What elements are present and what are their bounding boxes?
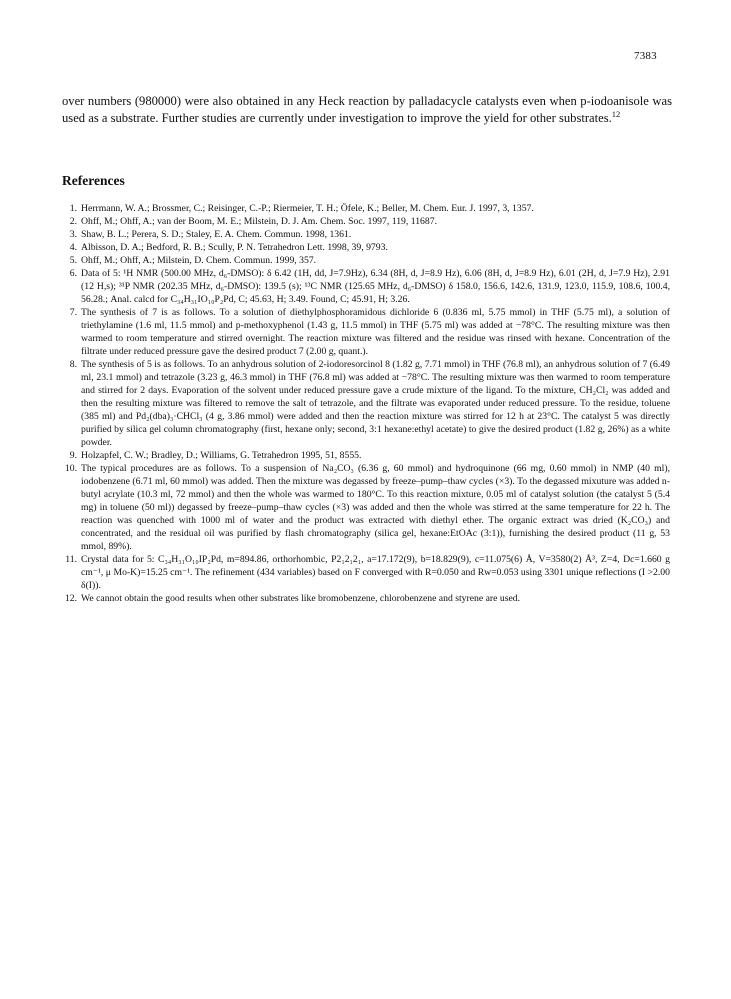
reference-number: 5. [69, 255, 77, 266]
intro-citation: 12 [611, 108, 621, 119]
reference-item [62, 462, 670, 553]
intro-paragraph [62, 93, 672, 127]
reference-number: 10. [64, 463, 77, 474]
reference-number: 11. [65, 554, 77, 565]
reference-text: Data of 5: ¹H NMR (500.00 MHz, d₆-DMSO): δ 6.42 (1H, dd, J=7.9Hz), 6.34 (8H, d, J=8.9 Hz), 6.06 (8H, d, J=8.9 Hz), 6.01 (2H, d, J=7.9 Hz), 2.91 (12 H,s); ³¹P NMR (202.35 MHz, d₆-DMSO): 139.5 (s); ¹³C NMR (125.65 MHz, d₆-DMSO) δ 158.0, 156.6, 142.6, 131.9, 123.0, 115.9, 108.6, 100.4, 56.28.; Anal. calcd for C₃₄H₃₁IO₁₀P₂Pd, C; 45.63, H; 3.49. Found, C; 45.91, H; 3.26. [81, 268, 670, 305]
reference-number: 1. [69, 203, 77, 214]
reference-text: Herrmann, W. A.; Brossmer, C.; Reisinger, C.-P.; Riermeier, T. H.; Öfele, K.; Beller, M. Chem. Eur. J. 1997, 3, 1357. [81, 203, 534, 214]
reference-item [62, 358, 670, 449]
reference-text: Ohff, M.; Ohff, A.; van der Boom, M. E.; Milstein, D. J. Am. Chem. Soc. 1997, 119, 11687. [81, 216, 438, 227]
reference-item [62, 228, 670, 241]
reference-number: 4. [69, 242, 77, 253]
reference-text: Ohff, M.; Ohff, A.; Milstein, D. Chem. Commun. 1999, 357. [81, 255, 317, 266]
reference-number: 7. [69, 307, 77, 318]
reference-item [62, 592, 670, 605]
reference-text: The synthesis of 5 is as follows. To an anhydrous solution of 2-iodoresorcinol 8 (1.82 g, 7.71 mmol) in THF (76.8 ml), an anhydrous solution of 7 (6.49 ml, 23.1 mmol) and tetrazole (3.23 g, 46.3 mmol) in THF (76.8 ml) was added at −78°C. The resulting mixture was then warmed to room temperature and stirred for 2 days. Evaporation of the solvent under reduced pressure gave a crude mixture of the ligand. To the mixture, CH₂Cl₂ was added and then the resulting mixture was filtered to remove the salt of tetrazole, and the filtrate was evaporated under reduced pressure. To the residue, toluene (385 ml) and Pd₂(dba)₃·CHCl₃ (4 g, 3.86 mmol) were added and then the reaction mixture was stirred for 12 h at 23°C. The catalyst 5 was directly purified by silica gel column chromatography (first, hexane only; second, 3:1 hexane:ethyl acetate) to give the desired product (1.82 g, 26%) as a white powder. [81, 359, 670, 448]
reference-item [62, 449, 670, 462]
reference-text: The synthesis of 7 is as follows. To a solution of diethylphosphoramidous dichloride 6 (0.836 ml, 5.75 mmol) in THF (5.75 ml), a solution of triethylamine (1.6 ml, 11.5 mmol) and p-methoxyphenol (1.43 g, 11.5 mmol) in THF (5.75 ml) was added at −78°C. The resulting mixture was then warmed to room temperature and stirred overnight. The reaction mixture was filtered and the residue was rinsed with hexane. Concentration of the filtrate under reduced pressure gave the desired product 7 (2.00 g, quant.). [81, 307, 670, 357]
reference-text: Crystal data for 5: C₃₄H₃₁O₁₀IP₂Pd, m=894.86, orthorhombic, P2₁2₁2₁, a=17.172(9), b=18.829(9), c=11.075(6) Å, V=3580(2) Å³, Z=4, Dc=1.660 g cm⁻¹, μ Mo-K)=15.25 cm⁻¹. The refinement (434 variables) based on F converged with R=0.050 and Rw=0.053 using 3301 unique reflections (I >2.00 δ(I)). [81, 554, 670, 591]
page-number: 7383 [634, 50, 657, 62]
reference-number: 9. [69, 450, 77, 461]
intro-text: over numbers (980000) were also obtained in any Heck reaction by palladacycle catalysts even when p-iodoanisole was used as a substrate. Further studies are currently under investigation to improve the yield for other substrates. [62, 94, 672, 125]
reference-item [62, 215, 670, 228]
reference-item [62, 267, 670, 306]
reference-number: 2. [69, 216, 77, 227]
reference-text: Albisson, D. A.; Bedford, R. B.; Scully, P. N. Tetrahedron Lett. 1998, 39, 9793. [81, 242, 388, 253]
reference-number: 8. [69, 359, 77, 370]
reference-number: 3. [69, 229, 77, 240]
reference-item [62, 254, 670, 267]
reference-text: We cannot obtain the good results when other substrates like bromobenzene, chlorobenzene and styrene are used. [81, 593, 521, 604]
reference-item [62, 306, 670, 358]
reference-text: Holzapfel, C. W.; Bradley, D.; Williams, G. Tetrahedron 1995, 51, 8555. [81, 450, 362, 461]
references-list [62, 202, 670, 605]
reference-number: 6. [69, 268, 77, 279]
reference-number: 12. [64, 593, 77, 604]
reference-item [62, 241, 670, 254]
reference-text: The typical procedures are as follows. To a suspension of Na₂CO₃ (6.36 g, 60 mmol) and hydroquinone (66 mg, 0.60 mmol) in NMP (40 ml), iodobenzene (6.71 ml, 60 mmol) was added. Then the mixture was degassed by freeze–pump–thaw cycles (×3). To the degassed mixuture was added n-butyl acrylate (10.3 ml, 72 mmol) and then the whole was warmed to 180°C. To this reaction mixture, 0.05 ml of catalyst solution (the catalyst 5 (5.4 mg) in toluene (50 ml)) degassed by freeze–pump–thaw cycles (×3) was added and then the whole was stirred at the same temperature for 22 h. The reaction was quenched with 1000 ml of water and the product was extracted with diethyl ether. The organic extract was dried (K₂CO₃) and concentrated, and the residual oil was purified by flash chromatography (silica gel, hexane:EtOAc (3:1)), furnishing the desired product (11 g, 53 mmol, 89%). [81, 463, 670, 552]
reference-text: Shaw, B. L.; Perera, S. D.; Staley, E. A. Chem. Commun. 1998, 1361. [81, 229, 352, 240]
reference-item [62, 202, 670, 215]
reference-item [62, 553, 670, 592]
references-heading: References [62, 173, 125, 188]
